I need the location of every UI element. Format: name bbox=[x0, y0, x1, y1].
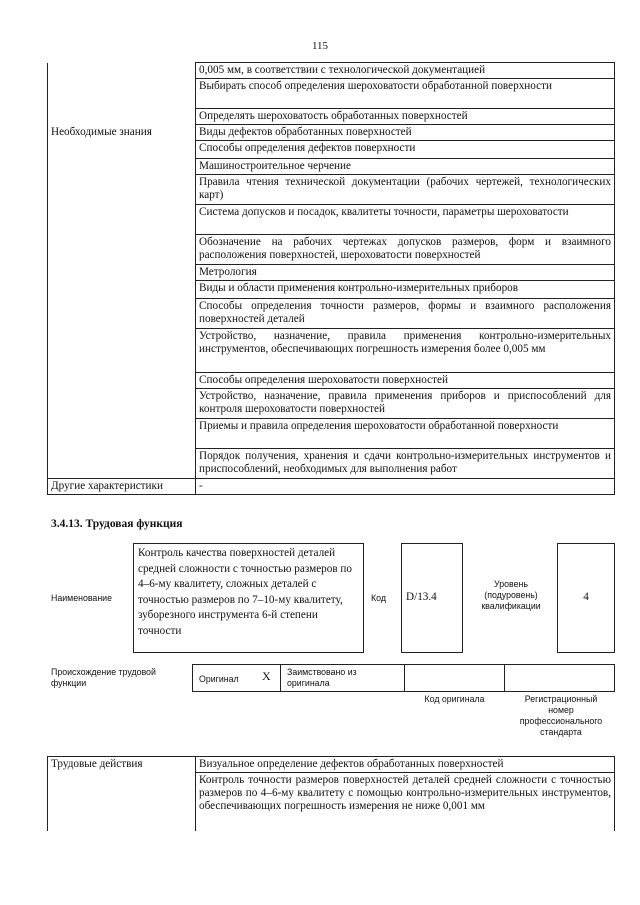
knowledge-item: Правила чтения технической документации (рабочих чертежей, технологических карт) bbox=[196, 175, 615, 205]
original-cell bbox=[192, 664, 281, 692]
origin-label: Происхождение трудовой функции bbox=[51, 667, 156, 688]
code-label: Код bbox=[371, 593, 386, 603]
knowledge-item: Система допусков и посадок, квалитеты точности, параметры шероховатости bbox=[196, 205, 615, 235]
function-name: Контроль качества поверхностей деталей средней сложности с точностью размеров по 4–6-му квалитету, сложных деталей с точностью размеров по 7–10-му квалитету, зуборезного инструмента 6-й степени точности bbox=[138, 547, 353, 637]
code-original-cell bbox=[404, 664, 505, 692]
knowledge-item: Обозначение на рабочих чертежах допусков размеров, форм и взаимного расположения поверхностей, шероховатости поверхностей bbox=[196, 235, 615, 265]
borrowed-label: Заимствовано из оригинала bbox=[287, 667, 357, 688]
other-characteristics-value: - bbox=[196, 479, 615, 495]
reg-number-cell bbox=[504, 664, 615, 692]
labor-action-item: Контроль точности размеров поверхностей деталей средней сложности с точностью размеров по 4–6-му квалитету с помощью контрольно-измерительных инструментов, обеспечивающих погрешность измерения не ниже 0,001 мм bbox=[196, 773, 615, 831]
knowledge-item: Порядок получения, хранения и сдачи контрольно-измерительных инструментов и приспособлений, необходимых для выполнения работ bbox=[196, 449, 615, 479]
knowledge-item: Машиностроительное черчение bbox=[196, 159, 615, 175]
borrowed-cell bbox=[280, 664, 405, 692]
section-title: 3.4.13. Трудовая функция bbox=[51, 518, 183, 530]
knowledge-table bbox=[47, 62, 615, 495]
function-name-box bbox=[133, 543, 364, 653]
knowledge-item: Метрология bbox=[196, 265, 615, 281]
level-value: 4 bbox=[583, 591, 589, 603]
knowledge-item: Способы определения дефектов поверхности bbox=[196, 141, 615, 159]
knowledge-item: Способы определения точности размеров, формы и взаимного расположения поверхностей деталей bbox=[196, 299, 615, 329]
knowledge-item: Способы определения шероховатости поверхностей bbox=[196, 373, 615, 389]
code-value: D/13.4 bbox=[406, 591, 437, 603]
knowledge-item: Устройство, назначение, правила применения контрольно-измерительных инструментов, обеспечивающих погрешность измерения более 0,005 мм bbox=[196, 329, 615, 373]
other-characteristics-label: Другие характеристики bbox=[48, 479, 196, 495]
level-box bbox=[557, 543, 615, 653]
labor-action-item: Визуальное определение дефектов обработанных поверхностей bbox=[196, 757, 615, 773]
knowledge-item: Виды и области применения контрольно-измерительных приборов bbox=[196, 281, 615, 299]
knowledge-item: Приемы и правила определения шероховатости обработанной поверхности bbox=[196, 419, 615, 449]
original-mark: X bbox=[262, 669, 271, 683]
labor-actions-table bbox=[47, 756, 615, 831]
knowledge-item: Устройство, назначение, правила применения приборов и приспособлений для контроля шероховатости поверхностей bbox=[196, 389, 615, 419]
reg-number-label: Регистрационный номер профессионального стандарта bbox=[519, 694, 603, 737]
code-original-label: Код оригинала bbox=[424, 694, 485, 704]
knowledge-item: 0,005 мм, в соответствии с технологической документацией bbox=[196, 63, 615, 79]
name-label: Наименование bbox=[51, 593, 112, 603]
labor-actions-label: Трудовые действия bbox=[48, 757, 196, 773]
knowledge-item: Выбирать способ определения шероховатости обработанной поверхности bbox=[196, 79, 615, 109]
knowledge-label-cell bbox=[48, 63, 196, 79]
level-label: Уровень (подуровень) квалификации bbox=[481, 579, 541, 611]
code-box bbox=[401, 543, 463, 653]
knowledge-item: Определять шероховатость обработанных поверхностей bbox=[196, 109, 615, 125]
knowledge-label: Необходимые знания bbox=[48, 125, 196, 141]
knowledge-item: Виды дефектов обработанных поверхностей bbox=[196, 125, 615, 141]
original-label: Оригинал bbox=[199, 674, 239, 684]
page-number: 115 bbox=[311, 40, 329, 52]
